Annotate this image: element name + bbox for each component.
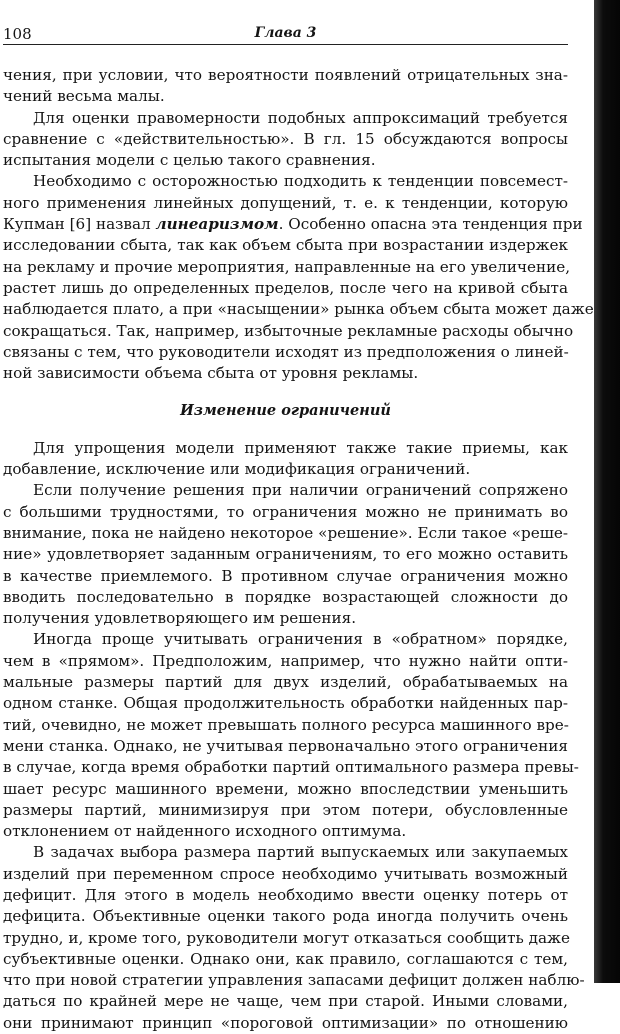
text-line: тий, очевидно, не может превышать полного ресурса машинного вре- [3, 715, 569, 734]
section-heading: Изменение ограничений [180, 402, 391, 420]
text-line: Для оценки правомерности подобных аппроксимаций требуется [33, 108, 568, 127]
text-line: сокращаться. Так, например, избыточные рекламные расходы обычно [3, 321, 574, 340]
text-line: шает ресурс машинного времени, можно впоследствии уменьшить [3, 779, 568, 798]
text-line: В задачах выбора размера партий выпускаемых или закупаемых [33, 843, 568, 862]
text-line: отклонением от найденного исходного оптимума. [3, 822, 407, 841]
text-line: сравнение с «действительностью». В гл. 15 обсуждаются вопросы [3, 129, 568, 148]
text-line: размеры партий, минимизируя при этом потери, обусловленные [3, 800, 568, 819]
text-run: . Особенно опасна эта тенденция при [278, 215, 583, 234]
spacer [3, 422, 568, 438]
text-line: связаны с тем, что руководители исходят из предположения о линей- [3, 342, 569, 361]
text-line: дефицита. Объективные оценки такого рода иногда получить очень [3, 907, 568, 926]
text-line: наблюдается плато, а при «насыщении» рынка объем сбыта может даже [3, 300, 594, 319]
text-line: добавление, исключение или модификация ограничений. [3, 460, 471, 479]
text-line: растет лишь до определенных пределов, после чего на кривой сбыта [3, 278, 568, 297]
text-line: даться по крайней мере не чаще, чем при старой. Иными словами, [3, 992, 568, 1011]
text-line: мени станка. Однако, не учитывая первоначально этого ограничения [3, 736, 568, 755]
text-line: исследовании сбыта, так как объем сбыта при возрастании издержек [3, 236, 568, 255]
spacer [3, 384, 568, 400]
text-line: одном станке. Общая продолжительность обработки найденных пар- [3, 694, 568, 713]
text-line [3, 214, 583, 235]
text-line: трудно, и, кроме того, руководители могут отказаться сообщить даже [3, 928, 570, 947]
text-run: Купман [6] назвал [3, 215, 156, 234]
page-number: 108 [3, 25, 32, 43]
text-line: вводить последовательно в порядке возрастающей сложности до [3, 587, 568, 606]
running-head: Глава 3 [254, 25, 317, 41]
body-text [3, 65, 594, 1034]
text-line: субъективные оценки. Однако они, как правило, соглашаются с тем, [3, 949, 568, 968]
text-line: чения, при условии, что вероятности появлений отрицательных зна- [3, 66, 568, 84]
text-line: в случае, когда время обработки партий оптимального размера превы- [3, 758, 579, 777]
text-line: на рекламу и прочие мероприятия, направленные на его увеличение, [3, 257, 571, 276]
page-edge-shadow [594, 0, 620, 983]
text-line: Необходимо с осторожностью подходить к тенденции повсемест- [33, 172, 568, 191]
text-line: изделий при переменном спросе необходимо учитывать возможный [3, 864, 568, 883]
text-line: чений весьма малы. [3, 87, 165, 106]
text-line: получения удовлетворяющего им решения. [3, 609, 357, 628]
text-line: испытания модели с целью такого сравнения. [3, 151, 376, 170]
text-line: внимание, пока не найдено некоторое «решение». Если такое «реше- [3, 523, 568, 542]
text-line: что при новой стратегии управления запасами дефицит должен наблю- [3, 971, 585, 990]
text-line: Иногда проще учитывать ограничения в «обратном» порядке, [33, 630, 568, 649]
text-line: мальные размеры партий для двух изделий, обрабатываемых на [3, 673, 568, 692]
text-line: они принимают принцип «пороговой оптимизации» по отношению [3, 1013, 568, 1032]
text-line: чем в «прямом». Предположим, например, что нужно найти опти- [3, 651, 568, 670]
text-line: Для упрощения модели применяют также такие приемы, как [33, 438, 568, 457]
emphasized-term: линеаризмом [155, 215, 279, 234]
text-line: ного применения линейных допущений, т. е. к тенденции, которую [3, 193, 568, 212]
text-line: Если получение решения при наличии ограничений сопряжено [33, 481, 568, 500]
text-line: дефицит. Для этого в модель необходимо ввести оценку потерь от [3, 885, 568, 904]
text-line: с большими трудностями, то ограничения можно не принимать во [3, 502, 568, 521]
page-header [3, 22, 568, 45]
text-line: ной зависимости объема сбыта от уровня рекламы. [3, 364, 419, 383]
text-line: ние» удовлетворяет заданным ограничениям, то его можно оставить [3, 545, 568, 564]
text-line: в качестве приемлемого. В противном случае ограничения можно [3, 566, 568, 585]
